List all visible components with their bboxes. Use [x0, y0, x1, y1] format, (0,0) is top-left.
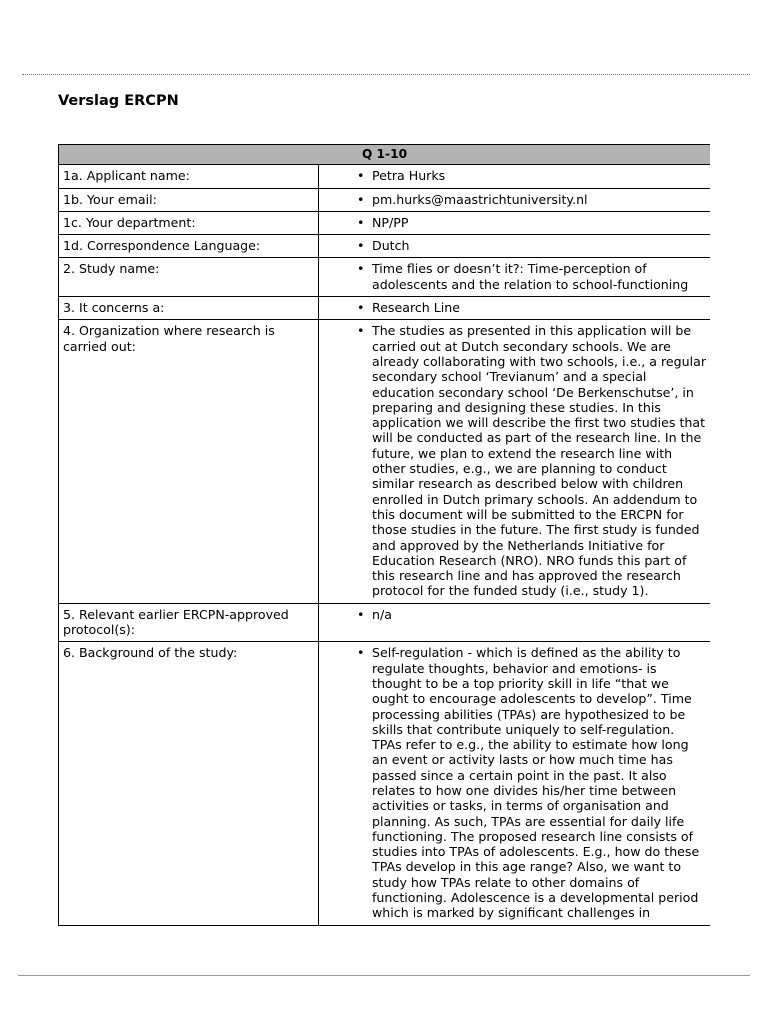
row-label: 3. It concerns a:: [59, 297, 319, 320]
row-label: 5. Relevant earlier ERCPN-approved protocol(s):: [59, 603, 319, 642]
table-row: [59, 235, 711, 258]
table-header-row: [59, 145, 711, 165]
row-label: 1c. Your department:: [59, 211, 319, 234]
row-label: 4. Organization where research is carried out:: [59, 320, 319, 603]
row-value: Time flies or doesn’t it?: Time-perception of adolescents and the relation to school-functioning: [372, 261, 689, 292]
row-value: The studies as presented in this application will be carried out at Dutch secondary schools. We are already collaborating with two schools, i.e., a regular secondary school ‘Trevianum’ and a special education secondary school ‘De Berkenschutse’, in preparing and designing these studies. In this application we will describe the first two studies that will be conducted as part of the research line. In the future, we plan to extend the research line with other studies, e.g., we are planning to conduct similar research as described below with children enrolled in Dutch primary schools. An addendum to this document will be submitted to the ERCPN for those studies in the future. The first study is funded and approved by the Netherlands Initiative for Education Research (NRO). NRO funds this part of this research line and has approved the research protocol for the funded study (i.e., study 1).: [372, 323, 706, 599]
bullet: •: [357, 168, 365, 184]
table-row: [59, 320, 711, 603]
questionnaire-table: [58, 144, 710, 926]
row-value-cell: [319, 320, 711, 603]
row-value-cell: [319, 211, 711, 234]
row-value: Petra Hurks: [372, 168, 446, 184]
questionnaire-table-container: [58, 144, 710, 931]
bullet: •: [357, 238, 365, 254]
row-value-cell: [319, 165, 711, 188]
bullet: •: [357, 606, 365, 622]
document-title: Verslag ERCPN: [58, 93, 179, 109]
row-label: 1b. Your email:: [59, 188, 319, 211]
row-value: Research Line: [372, 300, 461, 316]
bullet: •: [357, 300, 365, 316]
bullet: •: [357, 645, 365, 661]
bullet: •: [357, 261, 365, 277]
table-row: [59, 188, 711, 211]
row-value-email: pm.hurks@maastrichtuniversity.nl: [372, 191, 588, 207]
bullet: •: [357, 214, 365, 230]
row-value: Dutch: [372, 238, 410, 254]
table-row: [59, 258, 711, 297]
row-label: 2. Study name:: [59, 258, 319, 297]
row-label: 1a. Applicant name:: [59, 165, 319, 188]
table-header: Q 1-10: [59, 145, 711, 165]
bullet: •: [357, 323, 365, 339]
bottom-rule: [18, 975, 750, 976]
row-label: 1d. Correspondence Language:: [59, 235, 319, 258]
row-value-cell: [319, 235, 711, 258]
row-value: Self-regulation - which is defined as the ability to regulate thoughts, behavior and emotions- is thought to be a top priority skill in life “that we ought to encourage adolescents to develop”. Time processing abilities (TPAs) are hypothesized to be skills that contribute uniquely to self-regulation. TPAs refer to e.g., the ability to estimate how long an event or activity lasts or how much time has passed since a certain point in the past. It also relates to how one divides his/her time between activities or tasks, in terms of organisation and planning. As such, TPAs are essential for daily life functioning. The proposed research line consists of studies into TPAs of adolescents. E.g., how do these TPAs develop in this age range? Also, we want to study how TPAs relate to other domains of functioning. Adolescence is a developmental period which is marked by significant challenges in: [372, 645, 700, 921]
table-row: [59, 642, 711, 925]
table-row: [59, 603, 711, 642]
row-value-cell: [319, 297, 711, 320]
top-dotted-rule: [22, 74, 750, 75]
table-row: [59, 165, 711, 188]
table-row: [59, 211, 711, 234]
row-value: n/a: [372, 606, 392, 622]
row-value-cell: [319, 642, 711, 925]
row-value-cell: [319, 258, 711, 297]
table-row: [59, 297, 711, 320]
row-label: 6. Background of the study:: [59, 642, 319, 925]
row-value: NP/PP: [372, 214, 409, 230]
bullet: •: [357, 191, 365, 207]
row-value-cell: [319, 603, 711, 642]
row-value-cell: [319, 188, 711, 211]
